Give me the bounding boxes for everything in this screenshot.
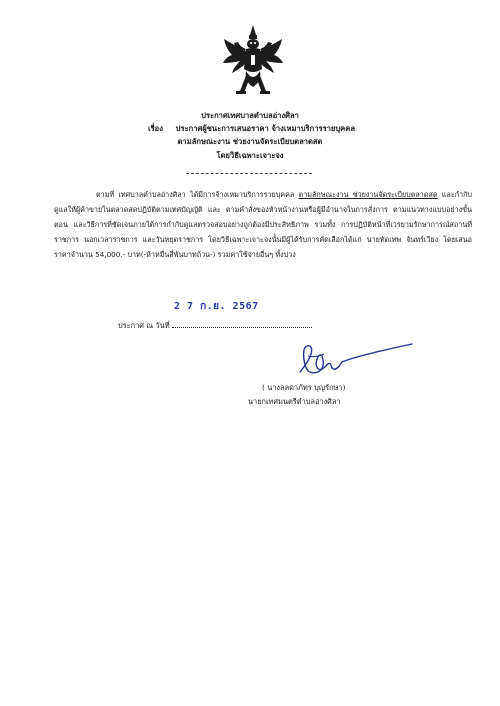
announcement-body	[54, 187, 472, 262]
subject-line-4: โดยวิธีเฉพาะเจาะจง	[216, 151, 284, 160]
subject-label: เรื่อง	[148, 124, 163, 133]
subject-line-3: ตามลักษณะงาน ช่วยงานจัดระเบียบตลาดสด	[177, 137, 323, 146]
garuda-emblem-icon	[222, 25, 284, 97]
date-dotted-line	[172, 319, 312, 328]
announcement-date-line	[118, 319, 388, 332]
subject-text: ประกาศผู้ชนะการเสนอราคา จ้างเหมาบริการรายบุคคล	[175, 124, 355, 133]
handwritten-signature	[296, 342, 416, 382]
signatory-name: ( นางลลดาภัทร บุญรักษา)	[262, 383, 346, 392]
body-rest: และกำกับดูแลให้ผู้ค้าขายในตลาดสดปฏิบัติตามเทศบัญญัติ และ ตามคำสั่งของหัวหน้างานหรือผู้มีอำนาจในการสั่งการ ตามแนวทางแบบอย่างขั้นตอน และวิธีการที่ชัดเจนภายใต้การกำกับดูแลตรวจสอบอย่างถูกต้องมีประสิทธิภาพ รวมทั้ง การปฏิบัติหน้าที่เวรยามรักษาการณ์สถานที่ราชการ นอกเวลาราชการ และวันหยุดราชการ โดยวิธีเฉพาะเจาะจงนั้นมีผู้ได้รับการคัดเลือกได้แก่ นายทัดเทพ จันทร์เวียง โดยเสนอราคาจำนวน 54,000.- บาท(-ห้าหมื่นสี่พันบาทถ้วน-) รวมค่าใช้จ่ายอื่นๆ ทั้งปวง	[54, 190, 472, 259]
document-subject	[148, 123, 355, 135]
signatory-position: นายกเทศมนตรีตำบลอ่างศิลา	[248, 397, 341, 406]
date-label: ประกาศ ณ วันที่	[118, 321, 170, 330]
date-stamp: 2 7 ก.ย. 2567	[174, 301, 259, 312]
body-lead: ตามที่ เทศบาลตำบลอ่างศิลา ได้มีการจ้างเหมาบริการรายบุคคล	[96, 190, 295, 199]
document-title: ประกาศเทศบาลตำบลอ่างศิลา	[201, 111, 299, 120]
body-underlined-task: ตามลักษณะงาน ช่วยงานจัดระเบียบตลาดสด	[298, 190, 438, 199]
header-divider	[186, 173, 312, 174]
body-paragraph	[54, 187, 472, 262]
